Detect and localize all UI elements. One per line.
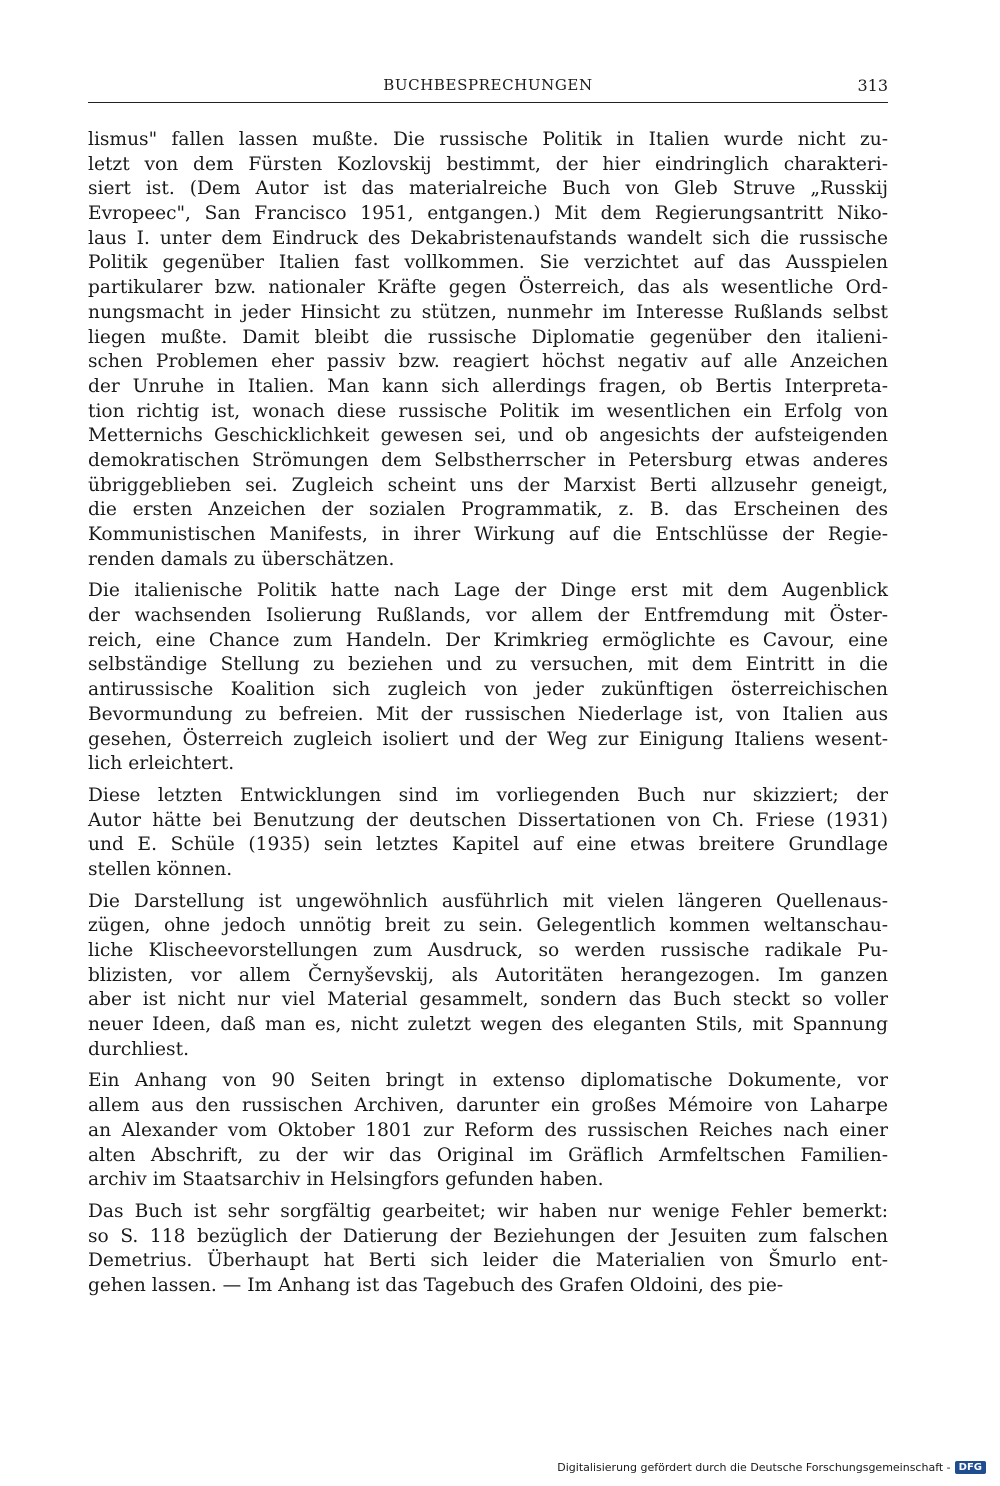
text-line: Bevormundung zu befreien. Mit der russischen Niederlage ist, von Italien aus (88, 703, 888, 725)
text-line: aber ist nicht nur viel Material gesammelt, sondern das Buch steckt so voller (88, 989, 888, 1011)
text-line: tion richtig ist, wonach diese russische Politik im wesentlichen ein Erfolg von (88, 400, 888, 422)
text-line: letzt von dem Fürsten Kozlovskij bestimmt, der hier eindringlich charakteri- (88, 153, 888, 175)
text-line: so S. 118 bezüglich der Datierung der Beziehungen der Jesuiten zum falschen (88, 1225, 888, 1247)
text-line: an Alexander vom Oktober 1801 zur Reform des russischen Reiches nach einer (88, 1119, 888, 1141)
text-line: die ersten Anzeichen der sozialen Programmatik, z. B. das Erscheinen des (88, 499, 888, 521)
text-line: siert ist. (Dem Autor ist das materialreiche Buch von Gleb Struve „Russkij (88, 178, 888, 200)
text-line: alten Abschrift, zu der wir das Original im Gräflich Armfeltschen Familien- (88, 1144, 888, 1166)
text-line: Ein Anhang von 90 Seiten bringt in extenso diplomatische Dokumente, vor (88, 1070, 888, 1092)
text-line: nungsmacht in jeder Hinsicht zu stützen, nunmehr im Interesse Rußlands selbst (88, 301, 888, 323)
text-line: übriggeblieben sei. Zugleich scheint uns der Marxist Berti allzusehr geneigt, (88, 474, 888, 496)
text-line: Die italienische Politik hatte nach Lage der Dinge erst mit dem Augenblick (88, 580, 888, 602)
text-line: liche Klischeevorstellungen zum Ausdruck, so werden russische radikale Pu- (88, 940, 888, 961)
paragraph (88, 128, 888, 572)
text-line: allem aus den russischen Archiven, darunter ein großes Mémoire von Laharpe (88, 1095, 888, 1117)
text-line: lich erleichtert. (88, 753, 235, 775)
text-line: Das Buch ist sehr sorgfältig gearbeitet; wir haben nur wenige Fehler bemerkt: (88, 1200, 888, 1222)
text-line: der wachsenden Isolierung Rußlands, vor allem der Entfremdung mit Öster- (88, 605, 888, 627)
text-line: Metternichs Geschicklichkeit gewesen sei, und ob angesichts der aufsteigenden (88, 425, 888, 447)
text-line: stellen können. (88, 858, 233, 880)
paragraph (88, 784, 888, 883)
text-line: Die Darstellung ist ungewöhnlich ausführlich mit vielen längeren Quellenaus- (88, 890, 888, 912)
paragraph (88, 1200, 888, 1299)
text-line: lismus" fallen lassen mußte. Die russische Politik in Italien wurde nicht zu- (88, 129, 888, 150)
page-number: 313 (857, 76, 888, 95)
text-line: renden damals zu überschätzen. (88, 548, 395, 570)
footer-text: Digitalisierung gefördert durch die Deutsche Forschungsgemeinschaft - (557, 1461, 951, 1474)
text-line: partikularer bzw. nationaler Kräfte gegen Österreich, das als wesentliche Ord- (88, 277, 888, 299)
text-line: Kommunistischen Manifests, in ihrer Wirkung auf die Entschlüsse der Regie- (88, 524, 888, 545)
text-line: demokratischen Strömungen dem Selbstherrscher in Petersburg etwas anderes (88, 449, 888, 471)
article-body (88, 128, 888, 1299)
text-line: neuer Ideen, daß man es, nicht zuletzt wegen des eleganten Stils, mit Spannung (88, 1014, 888, 1036)
digitization-footer (557, 1461, 986, 1474)
text-line: blizisten, vor allem Černyševskij, als Autoritäten herangezogen. Im ganzen (88, 964, 888, 986)
paragraph (88, 579, 888, 777)
paragraph (88, 890, 888, 1063)
text-line: antirussische Koalition sich zugleich von jeder zukünftigen österreichischen (88, 679, 888, 701)
text-line: gehen lassen. — Im Anhang ist das Tagebuch des Grafen Oldoini, des pie- (88, 1274, 784, 1296)
text-line: Demetrius. Überhaupt hat Berti sich leider die Materialien von Šmurlo ent- (88, 1250, 888, 1272)
text-line: reich, eine Chance zum Handeln. Der Krimkrieg ermöglichte es Cavour, eine (88, 629, 888, 651)
text-line: schen Problemen eher passiv bzw. reagiert höchst negativ auf alle Anzeichen (88, 351, 888, 373)
text-line: Evropeec", San Francisco 1951, entgangen.) Mit dem Regierungsantritt Niko- (88, 203, 888, 225)
text-line: liegen mußte. Damit bleibt die russische Diplomatie gegenüber den italieni- (88, 326, 888, 348)
text-line: durchliest. (88, 1038, 189, 1060)
text-line: Politik gegenüber Italien fast vollkommen. Sie verzichtet auf das Ausspielen (88, 252, 888, 274)
text-line: selbständige Stellung zu beziehen und zu versuchen, mit dem Eintritt in die (88, 654, 888, 676)
dfg-logo: DFG (955, 1461, 986, 1474)
text-line: zügen, ohne jedoch unnötig breit zu sein. Gelegentlich kommen weltanschau- (88, 915, 888, 937)
paragraph (88, 1069, 888, 1192)
text-line: archiv im Staatsarchiv in Helsingfors gefunden haben. (88, 1169, 604, 1191)
text-line: der Unruhe in Italien. Man kann sich allerdings fragen, ob Bertis Interpreta- (88, 375, 888, 397)
text-line: und E. Schüle (1935) sein letztes Kapitel auf eine etwas breitere Grundlage (88, 834, 888, 856)
text-line: laus I. unter dem Eindruck des Dekabristenaufstands wandelt sich die russische (88, 227, 888, 249)
text-line: Autor hätte bei Benutzung der deutschen Dissertationen von Ch. Friese (1931) (88, 809, 888, 831)
text-line: Diese letzten Entwicklungen sind im vorliegenden Buch nur skizziert; der (88, 784, 888, 806)
text-line: gesehen, Österreich zugleich isoliert und der Weg zur Einigung Italiens wesent- (88, 728, 888, 750)
running-header (88, 72, 888, 103)
running-title: BUCHBESPRECHUNGEN (383, 76, 593, 94)
